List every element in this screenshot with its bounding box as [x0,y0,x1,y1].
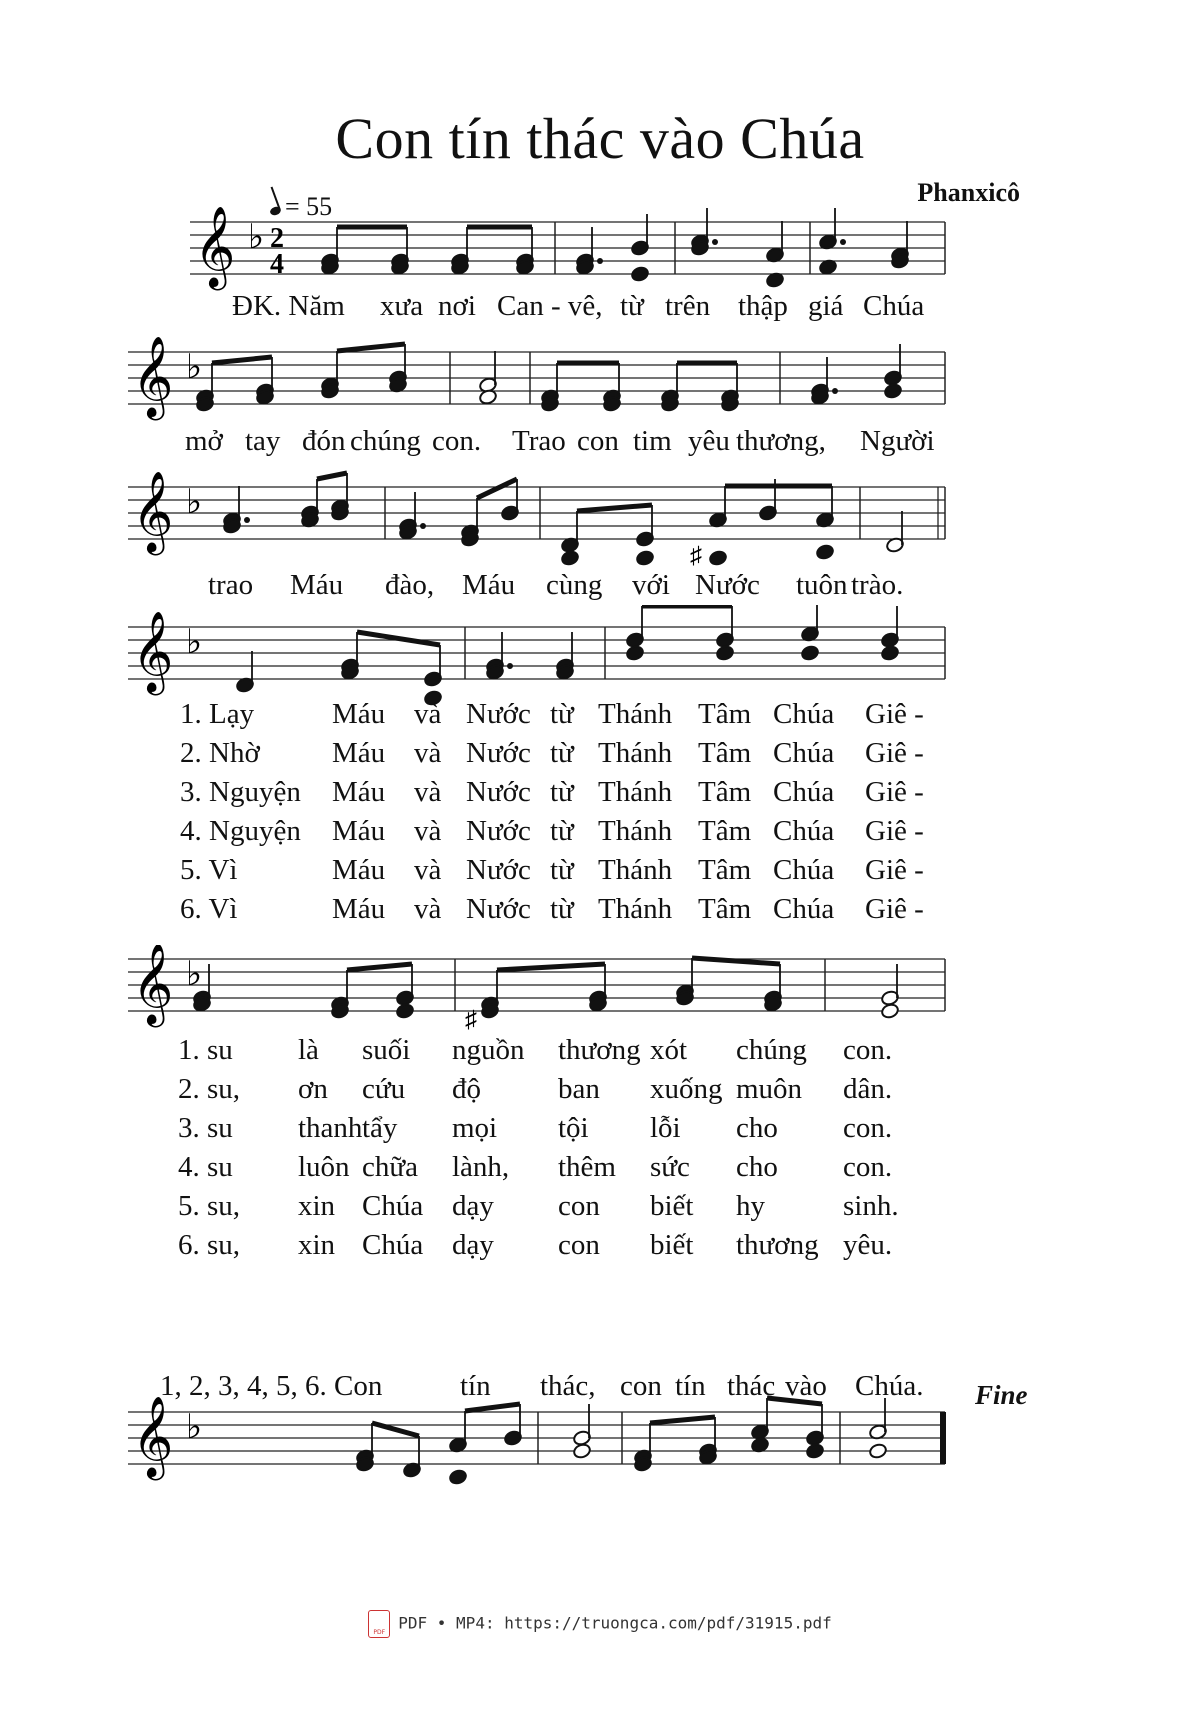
sharp-accidental: ♯ [690,543,702,569]
lyric-syllable: Tâm [698,776,752,808]
flat-key-signature: ♭ [186,347,203,387]
lyric-syllable: con. [432,425,482,457]
note-head [715,645,734,662]
lyric-syllable: 4. Nguyện [180,815,301,847]
treble-clef-icon: 𝄞 [132,335,174,417]
flat-key-signature: ♭ [186,622,203,662]
lyric-syllable: Tâm [698,893,752,925]
lyric-syllable: thương, [736,425,826,457]
lyric-syllable: Nước [695,569,760,601]
lyric-syllable: yêu. [843,1229,893,1261]
lyric-syllable: Chúa [773,776,835,808]
lyric-syllable: xin [298,1229,336,1261]
lyric-syllable: con [558,1229,600,1261]
lyric-syllable: Nước [466,815,531,847]
note-beam [465,1404,520,1411]
note-head [560,550,579,567]
tempo-marking: = 55 [270,192,332,222]
lyric-syllable: Giê - [865,815,924,847]
staff-system-2 [0,330,1200,440]
lyric-syllable: chúng [736,1034,807,1066]
lyric-syllable: và [414,893,442,925]
footer-text: PDF • MP4: https://truongca.com/pdf/31915.pdf [398,1613,832,1633]
treble-clef-icon: 𝄞 [132,945,174,1024]
augmentation-dot [507,663,513,669]
augmentation-dot [244,517,250,523]
lyric-syllable: thập [738,290,788,322]
lyric-syllable: nơi [438,290,476,322]
lyric-syllable: Máu [332,698,386,730]
lyric-syllable: cùng [546,569,603,601]
lyric-syllable: chúng [350,425,421,457]
note-head [625,645,644,662]
time-signature-bottom: 4 [270,249,284,280]
lyric-syllable: nguồn [452,1034,525,1066]
augmentation-dot [420,523,426,529]
staff-system-1 [0,190,1200,300]
lyric-syllable: Thánh [598,854,673,886]
augmentation-dot [597,258,603,264]
lyric-syllable: Giê - [865,776,924,808]
augmentation-dot [832,388,838,394]
flat-key-signature: ♭ [186,1407,203,1447]
lyric-syllable: luôn [298,1151,350,1183]
lyric-syllable: Chúa. [855,1370,924,1402]
note-beam [337,344,405,351]
lyric-syllable: suối [362,1034,411,1066]
lyric-syllable: 6. su, [178,1229,241,1261]
lyric-syllable: mọi [452,1112,498,1144]
footer-link[interactable] [0,1610,1200,1638]
flat-key-signature: ♭ [186,954,203,994]
note-head [805,1443,824,1460]
note-head [395,1003,414,1020]
lyric-syllable: chữa [362,1151,418,1183]
lyric-syllable: dân. [843,1073,893,1105]
lyric-syllable: Giê - [865,698,924,730]
lyric-syllable: tay [245,425,281,457]
lyric-syllable: từ [550,776,574,808]
lyric-syllable: 2. Nhờ [180,737,260,769]
final-bar-line [940,1412,946,1464]
lyric-syllable: Thánh [598,815,673,847]
note-beam [347,964,412,970]
lyric-syllable: Chúa [773,698,835,730]
lyric-syllable: Nước [466,776,531,808]
lyric-syllable: độ [452,1073,481,1105]
note-beam [650,1417,715,1423]
lyric-syllable: yêu [688,425,730,457]
lyric-syllable: con [620,1370,662,1402]
lyric-syllable: dạy [452,1229,494,1261]
note-beam [577,505,652,511]
lyric-syllable: Thánh [598,776,673,808]
lyric-syllable: Người [860,425,935,457]
lyric-syllable: trào. [851,569,904,601]
lyric-syllable: tín [675,1370,706,1402]
lyric-syllable: thêm [558,1151,616,1183]
lyric-syllable: Tâm [698,854,752,886]
lyric-syllable: từ [550,893,574,925]
lyric-syllable: xin [298,1190,336,1222]
lyric-syllable: với [632,569,670,601]
lyric-syllable: thác [727,1370,776,1402]
augmentation-dot [712,239,718,245]
lyric-syllable: là [298,1034,319,1066]
lyric-syllable: và [414,737,442,769]
lyric-syllable: con. [843,1112,893,1144]
lyric-syllable: tội [558,1112,589,1144]
lyric-syllable: đón [302,425,346,457]
lyric-syllable: thương [736,1229,819,1261]
lyric-syllable: Máu [332,776,386,808]
lyric-syllable: từ [550,698,574,730]
lyric-syllable: Nước [466,737,531,769]
note-beam [317,473,347,479]
lyric-syllable: Giê - [865,854,924,886]
lyric-syllable: Chúa [773,815,835,847]
lyric-syllable: muôn [736,1073,803,1105]
lyric-syllable: đào, [385,569,435,601]
lyric-syllable: lành, [452,1151,510,1183]
flat-key-signature: ♭ [186,482,203,522]
lyric-syllable: Máu [332,737,386,769]
lyric-syllable: trao [208,569,254,601]
lyric-syllable: tim [633,425,672,457]
pdf-file-icon [368,1610,390,1638]
time-signature-top: 2 [270,223,284,254]
lyric-syllable: 2. su, [178,1073,241,1105]
lyric-syllable: từ [550,854,574,886]
lyric-syllable: Giê - [865,737,924,769]
note-head [630,266,649,283]
lyric-syllable: 1, 2, 3, 4, 5, 6. Con [160,1370,383,1402]
lyric-syllable: Can - vê, [497,290,603,322]
lyric-syllable: Tâm [698,815,752,847]
note-beam [357,632,440,645]
lyric-syllable: thanh [298,1112,363,1144]
lyric-syllable: Thánh [598,737,673,769]
lyric-syllable: cứu [362,1073,406,1105]
lyric-syllable: Giê - [865,893,924,925]
lyric-syllable: và [414,815,442,847]
note-head [815,544,834,561]
lyric-syllable: con [558,1190,600,1222]
lyric-syllable: Thánh [598,698,673,730]
lyric-syllable: xót [650,1034,688,1066]
note-head [883,383,902,400]
lyric-syllable: 5. su, [178,1190,241,1222]
flat-key-signature: ♭ [248,217,265,257]
lyric-syllable: Thánh [598,893,673,925]
lyric-syllable: giá [808,290,844,322]
lyric-syllable: vào [785,1370,827,1402]
lyric-syllable: tẩy [362,1112,398,1144]
lyric-syllable: Tâm [698,698,752,730]
note-beam [497,964,605,970]
lyric-syllable: Máu [332,854,386,886]
note-head [880,1003,899,1020]
lyric-syllable: Máu [290,569,344,601]
lyric-syllable: sinh. [843,1190,899,1222]
lyric-syllable: Máu [332,893,386,925]
lyric-syllable: thác, [540,1370,596,1402]
lyric-syllable: Chúa [362,1229,424,1261]
lyric-syllable: Nước [466,854,531,886]
note-head [708,550,727,567]
lyric-syllable: trên [665,290,711,322]
lyric-syllable: con [577,425,619,457]
lyric-syllable: 5. Vì [180,854,238,886]
lyric-syllable: 3. Nguyện [180,776,301,808]
augmentation-dot [840,239,846,245]
lyric-syllable: từ [550,737,574,769]
lyric-syllable: Chúa [773,893,835,925]
lyric-syllable: 6. Vì [180,893,238,925]
composer-name: Phanxicô [917,178,1020,207]
lyric-syllable: Tâm [698,737,752,769]
staff-system-3 [0,465,1200,585]
lyric-syllable: Trao [512,425,566,457]
note-head [800,645,819,662]
treble-clef-icon: 𝄞 [132,610,174,692]
lyric-syllable: lỗi [650,1112,681,1144]
treble-clef-icon: 𝄞 [132,470,174,552]
lyric-syllable: Chúa [863,290,925,322]
treble-clef-icon: 𝄞 [194,205,236,287]
lyric-syllable: tuôn [796,569,848,601]
lyric-syllable: con. [843,1034,893,1066]
note-head [448,1469,467,1486]
lyric-syllable: ĐK. Năm [232,290,345,322]
staff-system-6 [0,1390,1200,1510]
lyric-syllable: biết [650,1229,694,1261]
lyric-syllable: Chúa [773,737,835,769]
lyric-syllable: xưa [380,290,424,322]
lyric-syllable: từ [550,815,574,847]
lyric-syllable: từ [620,290,644,322]
lyric-syllable: Chúa [773,854,835,886]
lyric-syllable: cho [736,1151,778,1183]
lyric-syllable: biết [650,1190,694,1222]
lyric-syllable: ơn [298,1073,328,1105]
lyric-syllable: và [414,698,442,730]
lyric-syllable: 1. Lạy [180,698,255,730]
fine-marking: Fine [975,1380,1028,1410]
lyric-syllable: con. [843,1151,893,1183]
lyric-syllable: Máu [332,815,386,847]
lyric-syllable: sức [650,1151,690,1183]
lyric-syllable: Máu [462,569,516,601]
note-head [635,550,654,567]
lyric-syllable: 3. su [178,1112,233,1144]
note-head [572,1443,591,1460]
lyric-syllable: dạy [452,1190,494,1222]
lyric-syllable: xuống [650,1073,723,1105]
note-head [868,1443,887,1460]
note-beam [212,357,272,363]
lyric-syllable: Chúa [362,1190,424,1222]
lyric-syllable: tín [460,1370,491,1402]
lyric-syllable: ban [558,1073,600,1105]
lyric-syllable: mở [185,425,223,457]
treble-clef-icon: 𝄞 [132,1395,174,1477]
lyric-syllable: và [414,854,442,886]
lyric-syllable: 4. su [178,1151,233,1183]
lyric-syllable: Nước [466,698,531,730]
note-head [880,645,899,662]
lyric-syllable: và [414,776,442,808]
lyric-syllable: cho [736,1112,778,1144]
song-title: Con tín thác vào Chúa [335,106,865,171]
note-beam [477,479,517,498]
sharp-accidental: ♯ [465,1007,477,1033]
lyric-syllable: hy [736,1190,765,1222]
lyric-syllable: Nước [466,893,531,925]
lyric-syllable: thương [558,1034,641,1066]
lyric-syllable: 1. su [178,1034,233,1066]
